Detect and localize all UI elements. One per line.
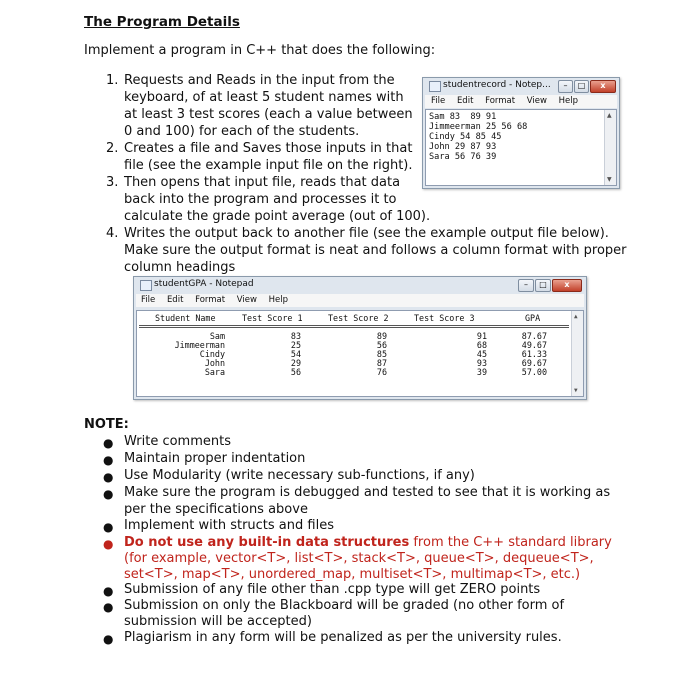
header-test-score-2: Test Score 2 (328, 313, 389, 323)
menu-format[interactable]: Format (195, 295, 226, 305)
bullet-icon: ● (103, 520, 114, 534)
cell-name: Cindy (199, 348, 225, 359)
text-area[interactable] (425, 109, 617, 186)
cell-score: 87 (376, 357, 387, 368)
record-line: Sara 56 76 39 (429, 152, 497, 162)
cell-score: 56 (376, 339, 387, 350)
vertical-scrollbar[interactable] (604, 110, 616, 185)
menu-help[interactable]: Help (558, 96, 579, 106)
cell-score: 29 (290, 357, 301, 368)
maximize-button[interactable]: □ (574, 80, 589, 93)
note-item: Implement with structs and files (124, 518, 334, 533)
bullet-icon: ● (103, 584, 114, 598)
vertical-scrollbar[interactable] (571, 311, 583, 396)
cell-score: 39 (476, 366, 487, 377)
cell-score: 89 (376, 331, 387, 341)
step-line: calculate the grade point average (out of 100). (124, 209, 431, 224)
cell-name: Jimmeerman (174, 339, 225, 350)
scroll-up-icon[interactable]: ▲ (574, 313, 578, 320)
note-item-cont: set<T>, map<T>, unordered_map, multiset<T>, multimap<T>, etc.) (124, 567, 581, 582)
cell-score: 54 (290, 348, 301, 359)
file-content (429, 112, 527, 162)
menu-edit[interactable]: Edit (166, 295, 184, 305)
cell-score: 45 (476, 348, 487, 359)
step-line: at least 3 test scores (each a value between (124, 107, 413, 122)
note-item-cont: submission will be accepted) (124, 614, 312, 629)
note-item: Plagiarism in any form will be penalized as per the university rules. (124, 630, 562, 645)
step-line: Then opens that input file, reads that data (124, 175, 401, 190)
bullet-icon: ● (103, 436, 114, 450)
menu-file[interactable]: File (141, 295, 156, 305)
menu-edit[interactable]: Edit (456, 96, 474, 106)
cell-score: 83 (290, 331, 301, 341)
cell-name: John (204, 357, 225, 368)
header-gpa: GPA (525, 313, 541, 323)
note-item: Make sure the program is debugged and tested to see that it is working as (124, 485, 611, 500)
scroll-down-icon[interactable]: ▼ (574, 387, 578, 394)
note-item: Write comments (124, 434, 231, 449)
menu-format[interactable]: Format (485, 96, 516, 106)
score3-column (463, 332, 487, 377)
step-number: 4. (106, 226, 119, 241)
menu-bar (425, 95, 617, 108)
cell-gpa: 87.67 (521, 331, 547, 341)
note-heading: NOTE: (84, 417, 129, 432)
close-button[interactable]: x (590, 80, 616, 93)
step-line: keyboard, of at least 5 student names with (124, 90, 404, 105)
step-line: Writes the output back to another file (see the example output file below). (124, 226, 609, 241)
close-button[interactable]: x (552, 279, 582, 292)
cell-score: 76 (376, 366, 387, 377)
cell-gpa: 49.67 (521, 339, 547, 350)
studentgpa-notepad-window (133, 276, 587, 400)
note-item: Submission on only the Blackboard will be graded (no other form of (124, 598, 565, 613)
cell-score: 93 (476, 357, 487, 368)
bullet-icon: ● (103, 600, 114, 614)
minimize-button[interactable]: – (518, 279, 534, 292)
record-line: Jimmeerman 25 56 68 (429, 122, 528, 132)
menu-bar (136, 294, 584, 307)
scroll-up-icon[interactable]: ▲ (607, 112, 612, 119)
header-student-name: Student Name (155, 313, 216, 323)
step-line: back into the program and processes it to (124, 192, 397, 207)
bullet-icon: ● (103, 632, 114, 646)
cell-score: 85 (376, 348, 387, 359)
cell-name: Sam (209, 331, 225, 341)
window-titlebar (423, 78, 619, 94)
cell-score: 56 (290, 366, 301, 377)
cell-score: 68 (476, 339, 487, 350)
bullet-icon: ● (103, 453, 114, 467)
step-number: 1. (106, 73, 119, 88)
intro-text: Implement a program in C++ that does the following: (84, 43, 436, 58)
scroll-down-icon[interactable]: ▼ (607, 176, 612, 183)
score2-column (363, 332, 387, 377)
maximize-button[interactable]: □ (535, 279, 551, 292)
bullet-icon: ● (103, 470, 114, 484)
cell-gpa: 61.33 (521, 348, 547, 359)
note-item-cont: (for example, vector<T>, list<T>, stack<T>, queue<T>, dequeue<T>, (124, 551, 594, 566)
step-line: file (see the example input file on the right). (124, 158, 413, 173)
menu-file[interactable]: File (431, 96, 446, 106)
step-line: Make sure the output format is neat and follows a column format with proper (124, 243, 627, 258)
note-item: Maintain proper indentation (124, 451, 306, 466)
menu-help[interactable]: Help (268, 295, 289, 305)
notepad-icon (140, 280, 152, 291)
window-title: studentrecord - Notep... (443, 80, 551, 90)
page-title: The Program Details (84, 14, 240, 30)
note-item-cont: per the specifications above (124, 502, 308, 517)
name-column (157, 332, 225, 377)
text-area[interactable] (136, 310, 584, 397)
minimize-button[interactable]: – (558, 80, 573, 93)
gpa-column (507, 332, 547, 377)
cell-score: 91 (476, 331, 487, 341)
window-titlebar (134, 277, 586, 293)
studentrecord-notepad-window (422, 77, 620, 189)
window-title: studentGPA - Notepad (154, 279, 254, 289)
record-line: Cindy 54 85 45 (429, 132, 502, 142)
menu-view[interactable]: View (236, 295, 257, 305)
cell-name: Sara (204, 366, 225, 377)
warning-bold-text: Do not use any built-in data structures (124, 535, 410, 550)
cell-gpa: 57.00 (521, 366, 547, 377)
menu-view[interactable]: View (526, 96, 547, 106)
note-item: Submission of any file other than .cpp type will get ZERO points (124, 582, 541, 597)
score1-column (277, 332, 301, 377)
step-line: Creates a file and Saves those inputs in that (124, 141, 413, 156)
record-line: John 29 87 93 (429, 142, 497, 152)
step-line: 0 and 100) for each of the students. (124, 124, 360, 139)
step-number: 2. (106, 141, 119, 156)
header-divider (139, 325, 569, 328)
notepad-icon (429, 81, 441, 92)
header-test-score-1: Test Score 1 (242, 313, 303, 323)
cell-score: 25 (290, 339, 301, 350)
header-test-score-3: Test Score 3 (414, 313, 475, 323)
step-line: Requests and Reads in the input from the (124, 73, 395, 88)
cell-gpa: 69.67 (521, 357, 547, 368)
step-line: column headings (124, 260, 236, 275)
note-item: Use Modularity (write necessary sub-functions, if any) (124, 468, 475, 483)
bullet-icon: ● (103, 537, 114, 551)
note-item-warning (124, 535, 612, 550)
step-number: 3. (106, 175, 119, 190)
bullet-icon: ● (103, 487, 114, 501)
warning-text: from the C++ standard library (409, 535, 612, 550)
record-line: Sam 83 89 91 (429, 112, 497, 122)
